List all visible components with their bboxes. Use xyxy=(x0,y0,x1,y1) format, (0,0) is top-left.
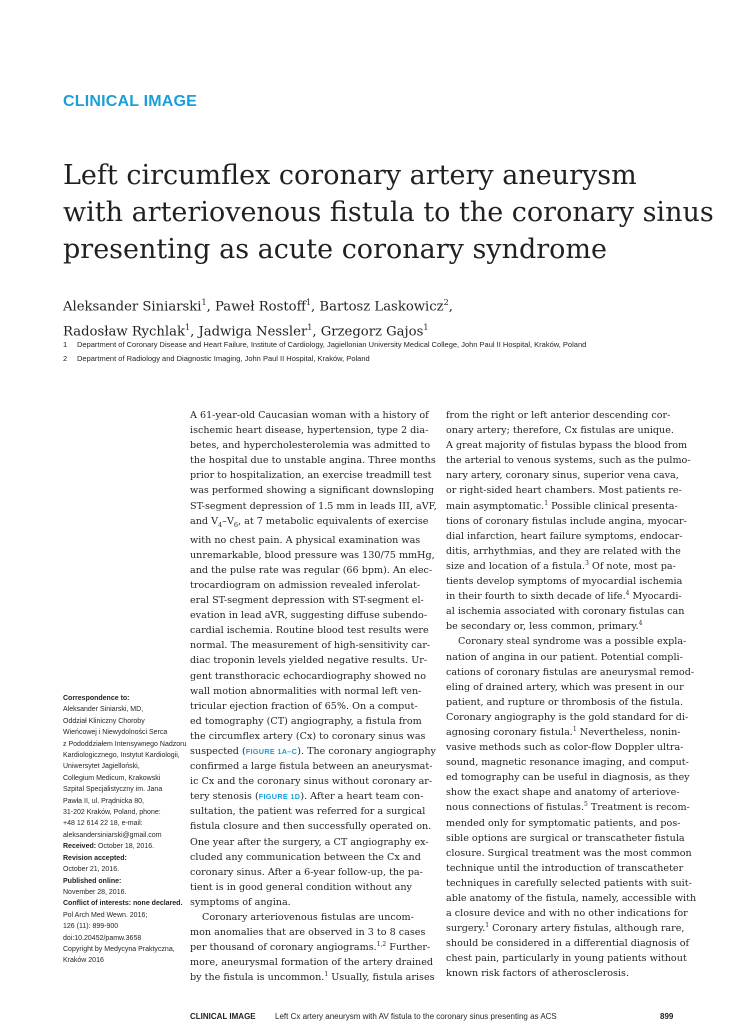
correspondence-line: Collegium Medicum, Krakowski xyxy=(63,774,161,782)
author-name: , Bartosz Laskowicz xyxy=(311,299,444,315)
affiliation-ref: 1 xyxy=(305,298,312,307)
text-line: a closure device and with no other indications for xyxy=(446,908,688,920)
text-line: or right-sided heart chambers. Most patients re- xyxy=(446,485,682,497)
text-line: betes, and hypercholesterolemia was admitted to xyxy=(190,440,431,452)
text-line: known risk factors of atherosclerosis. xyxy=(446,968,630,980)
text-run: main asymptomatic. xyxy=(446,500,545,512)
citation-line: Copyright by Medycyna Praktyczna, xyxy=(63,945,175,953)
text-run: Coronary artery fistulas, although rare, xyxy=(489,923,685,935)
text-line: nation of angina in our patient. Potential compli- xyxy=(446,651,683,663)
text-line: coronary sinus. After a 6-year follow-up, the pa- xyxy=(190,866,423,878)
received-value: October 18, 2016. xyxy=(96,843,155,851)
citation-ref[interactable]: 1 xyxy=(485,922,490,929)
text-line: sound, magnetic resonance imaging, and comput- xyxy=(446,757,689,769)
author-name: , Grzegorz Gajos xyxy=(312,324,424,340)
section-label: CLINICAL IMAGE xyxy=(63,93,198,110)
text-line: technique until the introduction of transcatheter xyxy=(446,862,684,874)
text-line: normal. The measurement of high-sensitivity car- xyxy=(190,640,431,652)
text-run: per thousand of coronary angiograms. xyxy=(190,942,377,954)
citation-ref[interactable]: 1,2 xyxy=(376,941,387,948)
correspondence-email[interactable]: aleksandersiniarski@gmail.com xyxy=(63,831,162,839)
author-name: Radosław Rychlak xyxy=(63,324,185,340)
text-line: ic Cx and the coronary sinus without coronary ar- xyxy=(190,776,433,788)
citation-ref[interactable]: 4 xyxy=(638,620,643,628)
text-line xyxy=(446,725,686,740)
text-run: suspected ( xyxy=(190,745,246,757)
text-line xyxy=(190,970,435,985)
author-name: , Jadwiga Nessler xyxy=(190,324,308,340)
text-run: size and location of a fistula. xyxy=(446,560,586,572)
body-column-left xyxy=(190,408,437,985)
text-run: Possible clinical presenta- xyxy=(548,500,678,512)
text-line: cluded any communication between the Cx and xyxy=(190,851,421,863)
text-line: trocardiogram on admission revealed inferolat- xyxy=(190,579,421,591)
text-line xyxy=(190,940,430,955)
affiliation xyxy=(63,338,713,352)
text-line: vasive methods such as color-flow Doppler ultra- xyxy=(446,742,684,754)
text-line: techniques in carefully selected patients with suit- xyxy=(446,877,692,889)
text-run: Nevertheless, nonin- xyxy=(576,726,681,738)
author-separator: , xyxy=(448,299,453,315)
author-list xyxy=(63,292,663,343)
text-line: closure. Surgical treatment was the most common xyxy=(446,847,692,859)
text-line: Coronary arteriovenous fistulas are uncom- xyxy=(202,912,414,923)
text-line: ST-segment depression of 1.5 mm in leads III, aVF, xyxy=(190,500,437,512)
correspondence-line: Pawła II, ul. Prądnicka 80, xyxy=(63,797,144,805)
text-run: –V xyxy=(222,515,234,527)
text-line xyxy=(446,499,686,514)
title-line: Left circumflex coronary artery aneurysm xyxy=(63,160,637,191)
correspondence-line: Kardiologicznego, Instytut Kardiologii, xyxy=(63,752,180,760)
text-line: tient is in good general condition without any xyxy=(190,881,412,893)
revision-label: Revision accepted: xyxy=(63,854,127,862)
page-number: 899 xyxy=(660,1012,674,1021)
text-line: eral ST-segment depression with ST-segment el- xyxy=(190,595,424,607)
text-line: ditis, arrhythmias, and they are related with the xyxy=(446,545,681,557)
correspondence-line: Szpital Specjalistyczny im. Jana xyxy=(63,786,163,794)
footer-running-title: Left Cx artery aneurysm with AV fistula to the coronary sinus presenting as ACS xyxy=(275,1012,557,1021)
affiliation-ref: 1 xyxy=(307,323,313,333)
subscript: 6 xyxy=(233,520,239,529)
text-line: wall motion abnormalities with normal left ven- xyxy=(190,685,422,697)
text-line xyxy=(446,921,686,936)
figure-ref-1d[interactable]: FIGURE 1D xyxy=(258,792,301,802)
correspondence-sidebar xyxy=(63,693,187,967)
text-line: was performed showing a significant downsloping xyxy=(190,485,435,497)
text-line: symptoms of angina. xyxy=(190,896,291,908)
correspondence-line: Uniwersytet Jagielloński, xyxy=(63,763,140,771)
text-line: A great majority of fistulas bypass the blood from xyxy=(446,440,688,452)
text-line: cardial ischemia. Routine blood test results were xyxy=(190,625,429,637)
affiliation-text: Department of Radiology and Diagnostic Imaging, John Paul II Hospital, Kraków, Poland xyxy=(77,354,370,363)
affiliation-ref: 1 xyxy=(201,298,207,307)
title-line: with arteriovenous fistula to the coronary sinus xyxy=(63,197,714,228)
citation-line: 126 (11): 899-900 xyxy=(63,923,119,931)
text-run: agnosing coronary fistula. xyxy=(446,726,573,738)
correspondence-label: Correspondence to: xyxy=(63,695,130,702)
text-line: A 61-year-old Caucasian woman with a history of xyxy=(190,410,429,421)
text-line: tricular ejection fraction of 65%. On a comput- xyxy=(190,700,418,712)
citation-ref[interactable]: 4 xyxy=(625,589,630,597)
text-line: fistula closure and then successfully operated on. xyxy=(190,821,432,833)
text-line: sultation, the patient was referred for a surgical xyxy=(190,806,426,818)
text-line: Coronary angiography is the gold standard for di- xyxy=(446,711,689,723)
text-run: , at 7 metabolic equivalents of exercise xyxy=(238,515,429,527)
text-line: ischemic heart disease, hypertension, type 2 dia- xyxy=(190,425,429,437)
citation-line: Pol Arch Med Wewn. 2016; xyxy=(63,911,148,919)
citation-ref[interactable]: 1 xyxy=(572,725,577,733)
text-run: in their fourth to sixth decade of life. xyxy=(446,591,626,603)
citation-ref[interactable]: 5 xyxy=(584,801,588,809)
text-line: should be considered in a differential diagnosis of xyxy=(446,938,690,950)
text-run: tery stenosis ( xyxy=(190,791,259,803)
author-line xyxy=(63,292,663,317)
text-run: surgery. xyxy=(446,923,486,935)
text-line: with no chest pain. A physical examination was xyxy=(190,534,421,546)
affiliation xyxy=(63,352,713,366)
text-run: Further- xyxy=(386,942,431,954)
correspondence-line: z Pododdziałem Intensywnego Nadzoru xyxy=(63,740,187,748)
text-line: unremarkable, blood pressure was 130/75 mmHg, xyxy=(190,549,435,561)
text-line xyxy=(190,789,430,804)
body-column-right xyxy=(446,408,697,982)
text-line: the circumflex artery (Cx) to coronary sinus was xyxy=(190,730,426,742)
author-name: Aleksander Siniarski xyxy=(63,299,202,315)
correspondence-line: +48 12 614 22 18, e-mail: xyxy=(63,820,143,828)
received-date xyxy=(63,841,181,852)
text-line: mon anomalies that are observed in 3 to 8 cases xyxy=(190,927,426,939)
subscript: 4 xyxy=(218,520,223,529)
affiliation-ref: 1 xyxy=(423,323,429,333)
text-line: the hospital due to unstable angina. Three months xyxy=(190,455,436,467)
text-run: and V xyxy=(190,515,219,527)
text-line xyxy=(190,744,436,759)
affiliation-ref: 1 xyxy=(184,323,191,333)
text-line xyxy=(190,514,430,533)
correspondence-line: Wieńcowej i Niewydolności Serca xyxy=(63,729,168,737)
citation-ref[interactable]: 1 xyxy=(544,499,549,507)
text-run: ). After a heart team con- xyxy=(300,791,424,803)
text-line: ed tomography (CT) angiography, a fistula from xyxy=(190,715,422,727)
text-line: tions of coronary fistulas include angina, myocar- xyxy=(446,515,687,527)
citation-ref[interactable]: 3 xyxy=(585,559,589,567)
text-line: prior to hospitalization, an exercise treadmill test xyxy=(190,470,432,482)
text-line xyxy=(446,619,686,634)
text-line: eling of drained artery, which was present in our xyxy=(446,681,684,693)
text-run: Myocardi- xyxy=(629,591,682,603)
text-line: mended only for symptomatic patients, and pos- xyxy=(446,817,681,829)
text-line: nary artery, coronary sinus, superior vena cava, xyxy=(446,470,679,482)
text-line: able anatomy of the fistula, namely, accessible with xyxy=(446,893,697,904)
text-line xyxy=(446,559,686,574)
text-line: ed tomography can be useful in diagnosis, as they xyxy=(446,772,690,784)
text-line: confirmed a large fistula between an aneurysmat- xyxy=(190,761,433,773)
text-line: patient, and rupture or thrombosis of the fistula. xyxy=(446,696,684,708)
text-line xyxy=(446,800,690,815)
text-line: evation in lead aVR, suggesting diffuse subendo- xyxy=(190,610,428,622)
received-label: Received: xyxy=(63,843,97,851)
revision-date: October 21, 2016. xyxy=(63,866,120,874)
citation-line: Kraków 2016 xyxy=(63,957,104,965)
correspondence-line: Oddział Kliniczny Choroby xyxy=(63,717,145,725)
text-run: Usually, fistula arises xyxy=(328,972,435,984)
published-label: Published online: xyxy=(63,877,122,885)
text-line: One year after the surgery, a CT angiography ex- xyxy=(190,836,429,848)
text-line: the arterial to venous systems, such as the pulmo- xyxy=(446,455,691,467)
text-line: Coronary steal syndrome was a possible expla- xyxy=(458,636,687,648)
text-line: dial infarction, heart failure symptoms, endocar- xyxy=(446,530,683,542)
text-run: ). The coronary angiography xyxy=(297,745,436,757)
text-line: gent transthoracic echocardiography showed no xyxy=(190,670,426,682)
footer-section-label: CLINICAL IMAGE xyxy=(190,1012,256,1021)
affiliation-ref: 2 xyxy=(443,298,449,307)
text-run: by the fistula is uncommon. xyxy=(190,972,325,984)
figure-ref-1a-c[interactable]: FIGURE 1A–C xyxy=(245,746,298,756)
text-line: onary artery; therefore, Cx fistulas are unique. xyxy=(446,425,674,437)
text-run: nous connections of fistulas. xyxy=(446,802,585,814)
text-line: and the pulse rate was regular (66 bpm). An elec- xyxy=(190,564,433,576)
title-line: presenting as acute coronary syndrome xyxy=(63,234,607,265)
text-line: chest pain, particularly in young patients without xyxy=(446,953,687,965)
text-line: show the exact shape and anatomy of arteriove- xyxy=(446,787,680,799)
text-line: from the right or left anterior descending cor- xyxy=(446,410,671,421)
correspondence-line: 31-202 Kraków, Poland, phone: xyxy=(63,809,161,817)
doi[interactable]: doi:10.20452/pamw.3658 xyxy=(63,934,142,942)
article-title xyxy=(63,157,714,268)
text-line: diac troponin levels yielded negative results. Ur- xyxy=(190,655,428,667)
text-line xyxy=(446,589,686,604)
correspondence-line: Aleksander Siniarski, MD, xyxy=(63,706,144,714)
text-run: be secondary or, less common, primary. xyxy=(446,621,639,633)
text-line: tients develop symptoms of myocardial ischemia xyxy=(446,576,683,588)
conflict-statement: Conflict of interests: none declared. xyxy=(63,900,183,908)
text-run: Treatment is recom- xyxy=(587,802,690,814)
text-run: Of note, most pa- xyxy=(588,560,676,572)
text-line: more, aneurysmal formation of the artery drained xyxy=(190,957,434,969)
published-date: November 28, 2016. xyxy=(63,888,127,896)
affiliation-number: 2 xyxy=(63,354,68,363)
affiliation-number: 1 xyxy=(63,340,68,349)
affiliation-text: Department of Coronary Disease and Heart Failure, Institute of Cardiology, Jagiellonian University Medical College, John Paul II Hospital, Kraków, Poland xyxy=(77,340,587,349)
author-name: , Paweł Rostoff xyxy=(206,299,306,315)
text-line: sible options are surgical or transcatheter fistula xyxy=(446,832,685,844)
citation-ref[interactable]: 1 xyxy=(324,971,329,979)
text-line: al ischemia associated with coronary fistulas can xyxy=(446,606,685,618)
text-line: cations of coronary fistulas are aneurysmal remod- xyxy=(446,666,695,678)
